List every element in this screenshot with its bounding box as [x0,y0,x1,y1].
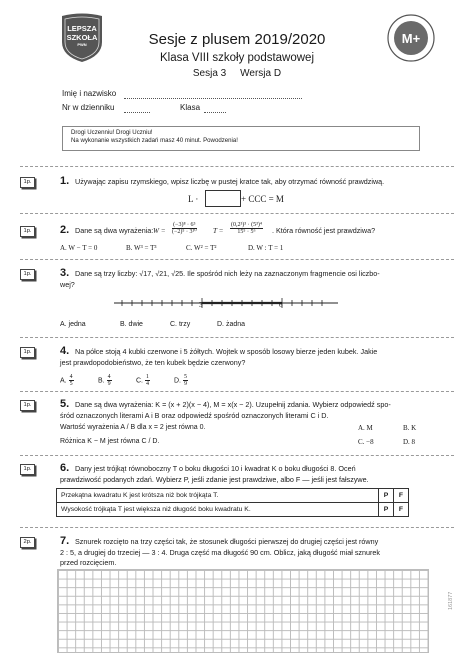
false-option-2[interactable]: F [394,503,409,517]
statement-1: Przekątna kwadratu K jest krótsza niż bok trójkąta T. [57,489,379,503]
logo-line3: PWN [77,42,87,47]
points-badge: 1p. [20,269,35,280]
table-row [57,489,409,503]
q2-text: Dane są dwa wyrażenia: [75,226,154,235]
q2-t-denominator: 15⁵ · 5⁶ [237,229,256,235]
separator [20,391,454,392]
q4-text-a: Na półce stoją 4 kubki czerwone i 5 żółtych. Wojtek w sposób losowy bierze jeden kubek. Jakie [75,347,378,356]
false-option-1[interactable]: F [394,489,409,503]
true-option-2[interactable]: P [379,503,394,517]
tick-label-6: 6 [279,301,283,309]
q1-text: Używając zapisu rzymskiego, wpisz liczbę w pustej kratce tak, aby otrzymać równość prawdziwą. [75,177,385,186]
points-badge: 2p. [20,537,35,548]
q1-number: 1. [60,175,70,187]
q4-option-b-label: B. [98,377,105,385]
number-line [112,293,342,315]
q3-option-a[interactable]: A. jedna [60,321,86,328]
q2-option-c[interactable]: C. W² = T² [186,244,217,252]
logo-line2: SZKOŁA [66,33,98,42]
q4-b-num: 4 [107,374,111,380]
q3-text-a: Dane są trzy liczby: √17, √21, √25. Ile spośród nich leży na zaznaczonym fragmencie osi liczbo- [75,269,380,278]
number-label: Nr w dzienniku [62,103,115,112]
q4-option-a-label: A. [60,377,67,385]
q2-number: 2. [60,224,70,236]
q5-number: 5. [60,398,70,410]
separator [20,166,454,167]
page-title: Sesje z plusem 2019/2020 [148,31,326,48]
q4-option-a-fraction [69,374,74,387]
q4-option-d-fraction [183,374,188,387]
separator [20,213,454,214]
q2-option-a[interactable]: A. W − T = 0 [60,244,98,252]
q5-sentence-1: Wartość wyrażenia A / B dla x = 2 jest równa 0. [60,424,206,431]
q7-number: 7. [60,535,70,547]
q4-option-c-label: C. [136,377,143,385]
tick-label-3: 3 [199,301,203,309]
q4-option-c[interactable] [136,374,150,387]
q5-option-d[interactable]: D. 8 [403,438,416,446]
q6-text-b: prawdziwość podanych zdań. Wybierz P, jeśli zdanie jest prawdziwe, albo F — jeśli jest fałszywe. [60,475,369,484]
q4-a-den: 5 [69,381,73,387]
q4-option-b-fraction [107,374,112,387]
q6-text-a: Dany jest trójkąt równoboczny T o boku długości 10 i kwadrat K o boku długości 8. Oceń [75,464,356,473]
true-false-table [56,488,409,517]
document-code: 161877 [448,591,454,610]
q2-t-numerator: (0,2³)³ · (5³)⁴ [231,222,262,228]
points-badge: 1p. [20,464,35,475]
q1-answer-box[interactable] [205,190,241,207]
q4-b-den: 9 [107,381,111,387]
q2-option-b[interactable]: B. W³ = T³ [126,244,157,252]
points-badge: 1p. [20,400,35,411]
number-field[interactable] [124,105,150,113]
q4-option-a[interactable] [60,374,74,387]
q4-option-c-fraction [145,374,150,387]
q3-option-c[interactable]: C. trzy [170,321,191,328]
points-badge: 1p. [20,177,35,188]
q5-option-b[interactable]: B. K [403,424,417,432]
q4-text-b: jest prawdopodobieństwo, że ten kubek będzie czerwony? [60,358,246,367]
separator [20,527,454,528]
q2-w-numerator: (−3)⁸ · 6⁵ [173,222,196,228]
q4-option-d[interactable] [174,374,188,387]
q2-question: . Która równość jest prawdziwa? [272,226,376,235]
points-badge: 1p. [20,347,35,358]
q5-option-c[interactable]: C. −8 [358,438,374,446]
separator [20,337,454,338]
q6-number: 6. [60,462,70,474]
notice-greeting: Drogi Uczenniu! Drogi Uczniu! [71,129,153,136]
q4-number: 4. [60,345,70,357]
q3-option-b[interactable]: B. dwie [120,321,143,328]
q7-text-b: 2 : 5, a drugiej do trzeciej — 3 : 4. Druga część ma długość 90 cm. Oblicz, jaką długość miał sznurek [60,548,380,557]
separator [20,259,454,260]
q1-eq-right: + CCC = M [241,194,284,204]
q2-w-fraction [172,222,197,235]
name-label: Imię i nazwisko [62,89,117,98]
q3-option-d[interactable]: D. żadna [217,321,246,328]
page-subtitle: Klasa VIII szkoły podstawowej [159,52,315,64]
session-label: Sesja 3 [192,68,227,79]
q3-number: 3. [60,267,70,279]
q1-eq-left: L · [188,194,199,204]
statement-2: Wysokość trójkąta T jest większa niż długość boku kwadratu K. [57,503,379,517]
q4-d-den: 9 [183,381,187,387]
q4-d-num: 5 [183,374,187,380]
q2-w-denominator: (−2)⁵ · 3¹⁰ [172,229,197,235]
q5-option-a[interactable]: A. M [358,424,373,432]
q4-c-den: 4 [145,381,149,387]
q2-t-label: T = [213,227,224,235]
q5-text-b: śród oznaczonych literami A i B oraz odpowiedź spośród oznaczonych literami C i D. [60,411,329,420]
logo-line1: LEPSZA [67,24,97,33]
q2-option-d[interactable]: D. W : T = 1 [248,244,284,252]
class-label: Klasa [180,103,201,112]
q5-sentence-2: Różnica K − M jest równa C / D. [60,438,160,445]
svg-text:M+: M+ [401,31,421,46]
separator [20,455,454,456]
answer-grid[interactable] [57,569,429,653]
q4-option-b[interactable] [98,374,112,387]
q5-text-a: Dane są dwa wyrażenia: K = (x + 2)(x − 4), M = x(x − 2). Uzupełnij zdania. Wybierz odpowiedź spo- [75,400,391,409]
q3-text-b: wej? [60,280,75,289]
q4-option-d-label: D. [174,377,181,385]
name-field[interactable] [124,91,302,99]
notice-box [62,126,420,151]
notice-instructions: Na wykonanie wszystkich zadań masz 40 minut. Powodzenia! [71,137,238,144]
q7-text-a: Sznurek rozcięto na trzy części tak, że stosunek długości pierwszej do drugiej części jest równy [75,537,379,546]
q2-w-label: W = [153,227,166,235]
true-option-1[interactable]: P [379,489,394,503]
version-label: Wersja D [240,68,282,79]
session-version [0,68,474,79]
points-badge: 1p. [20,226,35,237]
q7-text-c: przed rozcięciem. [60,558,117,567]
table-row [57,503,409,517]
q2-t-fraction [230,222,263,235]
q4-c-num: 1 [145,374,149,380]
q4-a-num: 4 [69,374,73,380]
class-field[interactable] [204,105,226,113]
